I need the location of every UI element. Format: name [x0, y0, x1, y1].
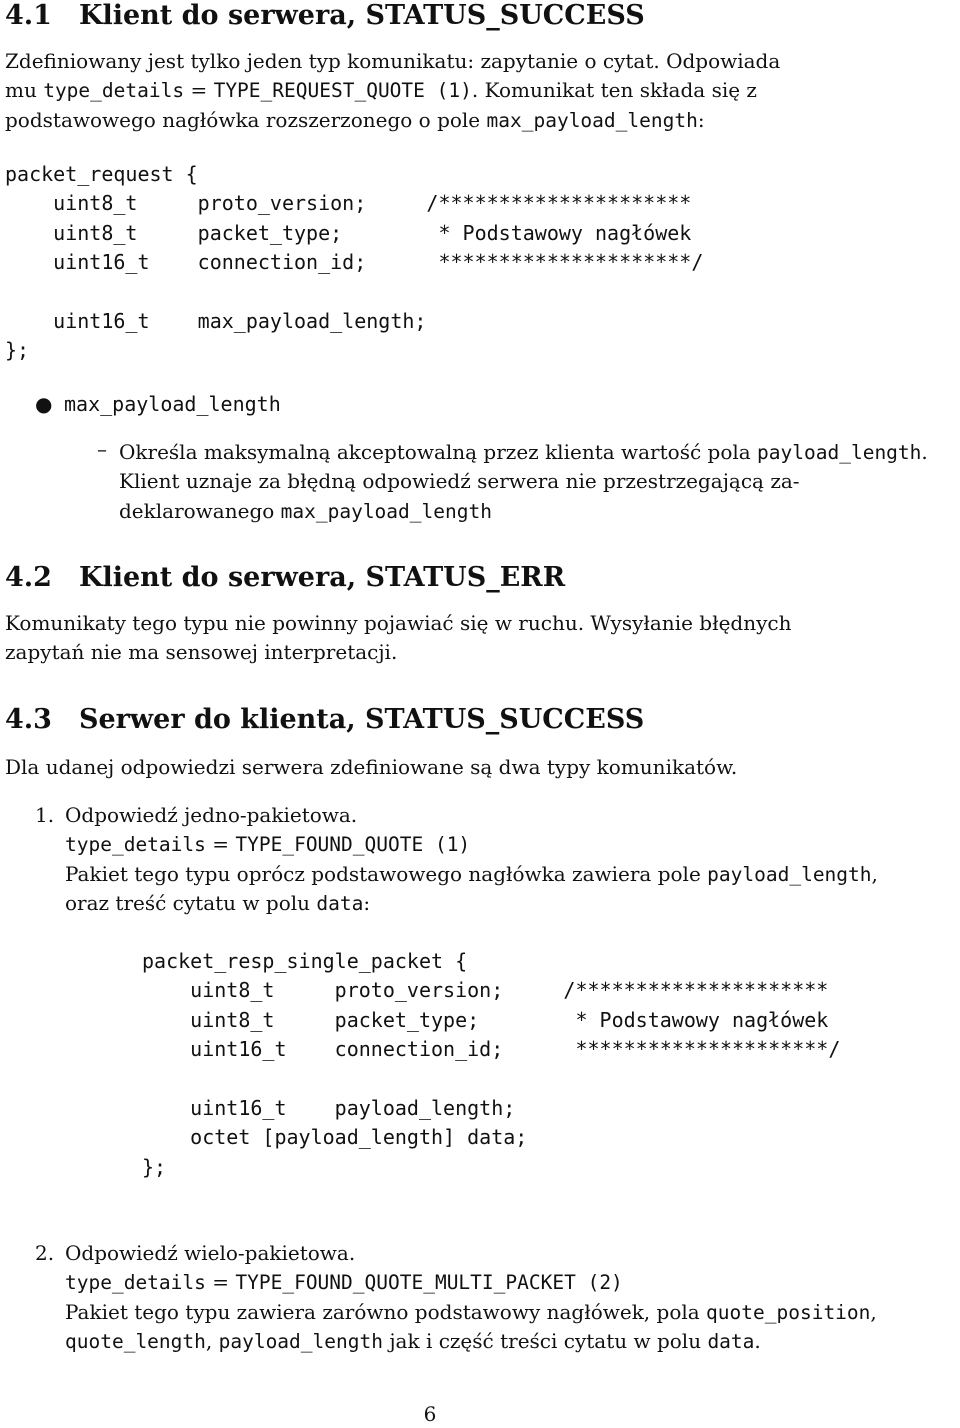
- inline-code: payload_length: [707, 862, 872, 886]
- section-number: 4.2: [5, 562, 52, 593]
- code-line: uint8_t proto_version; /*********************: [5, 191, 692, 216]
- text: :: [363, 891, 371, 916]
- text: jak i część treści cytatu w polu: [382, 1329, 708, 1354]
- section-number: 4.3: [5, 704, 52, 735]
- text: :: [697, 107, 705, 132]
- list-marker: 2.: [35, 1241, 55, 1265]
- code-block-resp-single-packet: [142, 947, 840, 1182]
- text: .: [754, 1329, 761, 1354]
- code-blank: [5, 278, 703, 307]
- paragraph-line: [5, 106, 953, 135]
- text: oraz treść cytatu w polu: [65, 891, 317, 916]
- code-line: uint8_t proto_version; /*********************: [142, 978, 829, 1003]
- paragraph-line: [119, 438, 959, 467]
- text: ,: [871, 861, 878, 886]
- list-marker: 1.: [35, 803, 55, 827]
- inline-code: data: [316, 892, 364, 916]
- paragraph-line: [65, 860, 955, 889]
- inline-code: max_payload_length: [280, 499, 492, 523]
- code-line: };: [142, 1154, 167, 1179]
- inline-code: TYPE_REQUEST_QUOTE (1): [213, 79, 472, 103]
- code-line: uint8_t packet_type; * Podstawowy nagłówek: [142, 1007, 829, 1032]
- field-description: [119, 438, 959, 526]
- section-title: Klient do serwera, STATUS_SUCCESS: [79, 0, 645, 31]
- inline-code: type_details: [43, 79, 185, 103]
- inline-code: quote_position: [706, 1300, 871, 1324]
- inline-code: TYPE_FOUND_QUOTE_MULTI_PACKET (2): [235, 1271, 623, 1295]
- paragraph-line: Klient uznaje za błędną odpowiedź serwera nie przestrzegającą za-: [119, 469, 800, 494]
- code-line: uint8_t packet_type; * Podstawowy nagłówek: [5, 220, 692, 245]
- code-block-packet-request: [5, 160, 703, 366]
- code-line: uint16_t payload_length;: [142, 1095, 516, 1120]
- paragraph-line: [5, 76, 953, 105]
- section-4-2-heading: [5, 562, 565, 593]
- text: ,: [205, 1329, 219, 1354]
- inline-code: payload_length: [757, 441, 922, 464]
- code-line: octet [payload_length] data;: [142, 1125, 528, 1150]
- code-line: packet_request {: [5, 162, 198, 186]
- code-line: packet_resp_single_packet {: [142, 949, 468, 973]
- text: =: [205, 1270, 236, 1295]
- list-item-title: Odpowiedź jedno-pakietowa.: [65, 803, 358, 827]
- inline-code: data: [707, 1330, 755, 1354]
- type-details-line: [65, 1268, 955, 1297]
- inline-code: max_payload_length: [486, 108, 698, 132]
- section-4-1-heading: [5, 0, 645, 31]
- paragraph-line: [65, 1327, 955, 1356]
- type-details-line: [65, 830, 955, 859]
- section-title: Serwer do klienta, STATUS_SUCCESS: [79, 704, 645, 735]
- code-blank: [142, 1065, 840, 1094]
- text: .: [921, 440, 928, 464]
- section-4-3-intro: Dla udanej odpowiedzi serwera zdefiniowane są dwa typy komunikatów.: [5, 755, 738, 779]
- code-line: uint16_t connection_id; *********************/: [142, 1037, 841, 1062]
- text: Określa maksymalną akceptowalną przez klienta wartość pola: [119, 440, 758, 464]
- text: . Komunikat ten składa się z: [471, 78, 757, 103]
- bullet-dot-icon: ●: [35, 392, 53, 416]
- paragraph-line: [119, 497, 959, 526]
- paragraph-line: [65, 889, 955, 918]
- bullet-label: max_payload_length: [64, 392, 281, 416]
- section-4-1-paragraph: [5, 47, 953, 135]
- section-4-2-paragraph: [5, 609, 953, 668]
- page-number: 6: [423, 1402, 437, 1426]
- section-number: 4.1: [5, 0, 52, 31]
- section-title: Klient do serwera, STATUS_ERR: [79, 562, 566, 593]
- inline-code: type_details: [65, 833, 206, 857]
- inline-code: quote_length: [65, 1330, 206, 1354]
- paragraph-line: [65, 1298, 955, 1327]
- code-line: };: [5, 338, 30, 363]
- section-4-3-heading: [5, 704, 644, 735]
- dash-icon: –: [97, 437, 107, 461]
- text: deklarowanego: [119, 498, 281, 523]
- text: podstawowego nagłówka rozszerzonego o pole: [5, 107, 487, 132]
- code-line: uint16_t connection_id; *********************/: [5, 250, 704, 275]
- inline-code: type_details: [65, 1271, 206, 1295]
- inline-code: payload_length: [218, 1330, 383, 1354]
- code-line: uint16_t max_payload_length;: [5, 308, 427, 333]
- list-item-title: Odpowiedź wielo-pakietowa.: [65, 1241, 356, 1265]
- paragraph-line: Zdefiniowany jest tylko jeden typ komunikatu: zapytanie o cytat. Odpowiada: [5, 49, 781, 73]
- text: =: [184, 78, 214, 103]
- paragraph-line: zapytań nie ma sensowej interpretacji.: [5, 640, 398, 665]
- text: ,: [870, 1299, 877, 1324]
- list-item-2: [65, 1239, 955, 1357]
- text: mu: [5, 78, 44, 103]
- inline-code: TYPE_FOUND_QUOTE (1): [235, 833, 471, 857]
- text: Pakiet tego typu zawiera zarówno podstawowy nagłówek, pola: [65, 1299, 707, 1324]
- text: =: [205, 832, 236, 857]
- text: Pakiet tego typu oprócz podstawowego nagłówka zawiera pole: [65, 861, 708, 886]
- list-item-1: [65, 801, 955, 919]
- paragraph-line: Komunikaty tego typu nie powinny pojawiać się w ruchu. Wysyłanie błędnych: [5, 611, 792, 635]
